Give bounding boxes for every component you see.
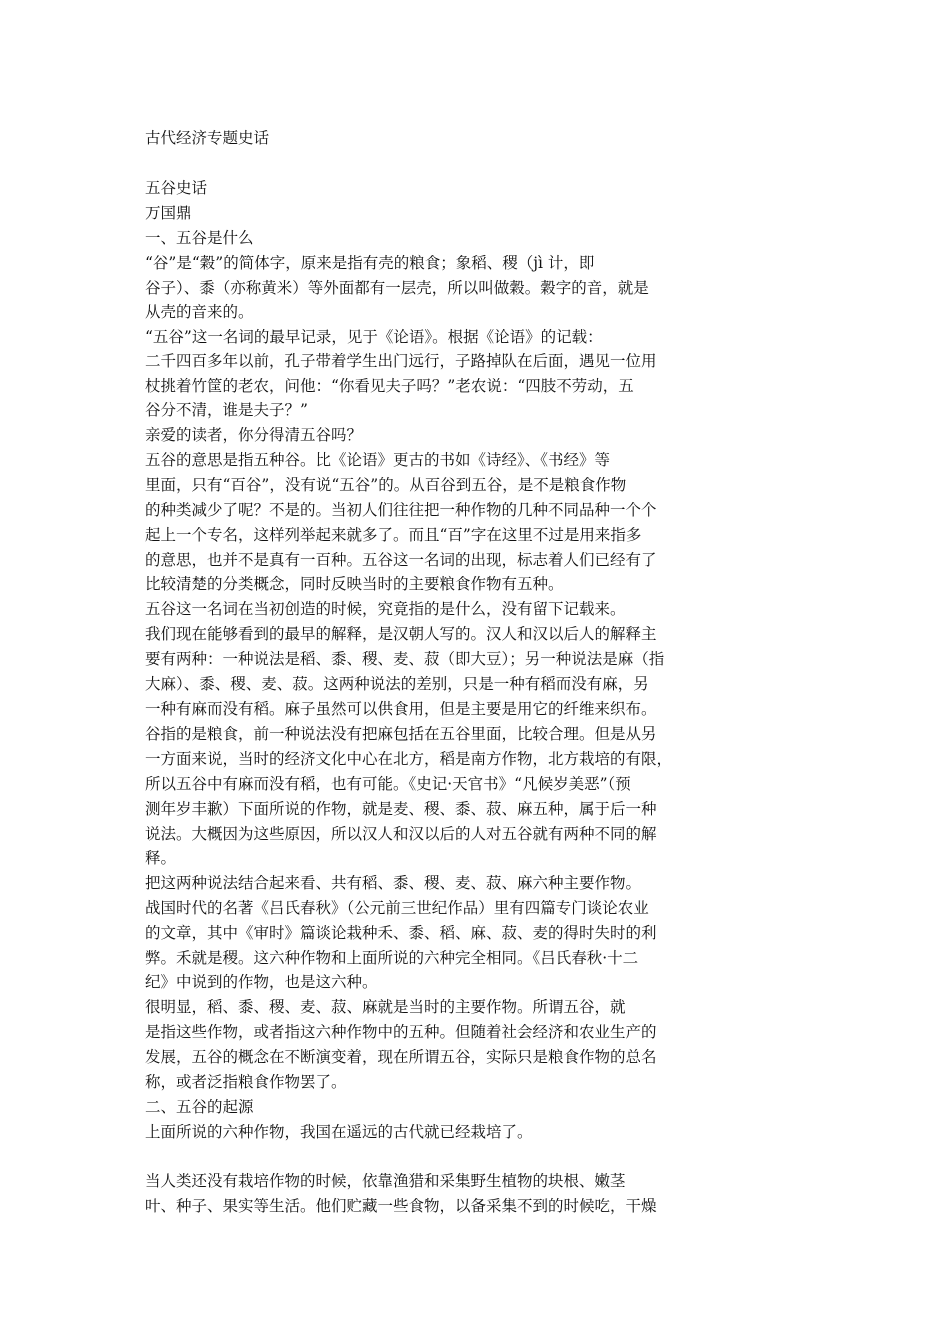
- text-line: 上面所说的六种作物，我国在遥远的古代就已经栽培了。: [145, 1123, 533, 1141]
- text-line: 里面，只有“百谷”，没有说“五谷”的。从百谷到五谷，是不是粮食作物: [145, 476, 627, 494]
- section-heading: 一、五谷是什么: [145, 229, 254, 247]
- section-heading: 二、五谷的起源: [145, 1098, 254, 1116]
- text-line: 亲爱的读者，你分得清五谷吗？: [145, 426, 363, 444]
- text-line: 的种类减少了呢？不是的。当初人们往往把一种作物的几种不同品种一个个: [145, 501, 657, 519]
- text-line: 比较清楚的分类概念，同时反映当时的主要粮食作物有五种。: [145, 575, 564, 593]
- text-line: 弊。禾就是稷。这六种作物和上面所说的六种完全相同。《吕氏春秋·十二: [145, 949, 639, 967]
- text-line: 从壳的音来的。: [145, 303, 254, 321]
- text-line: 说法。大概因为这些原因，所以汉人和汉以后的人对五谷就有两种不同的解: [145, 825, 657, 843]
- text-line: 谷分不清，谁是夫子？”: [145, 401, 308, 419]
- text-line: 发展，五谷的概念在不断演变着，现在所谓五谷，实际只是粮食作物的总名: [145, 1048, 657, 1066]
- text-line: 纪》中说到的作物，也是这六种。: [145, 973, 378, 991]
- text-line: 一方面来说，当时的经济文化中心在北方，稻是南方作物，北方栽培的有限，: [145, 750, 673, 768]
- article-author: 万国鼎: [145, 204, 192, 222]
- text-line: “五谷”这一名词的最早记录，见于《论语》。根据《论语》的记载：: [145, 328, 603, 346]
- article-title: 五谷史话: [145, 179, 208, 197]
- text-line: 很明显，稻、黍、稷、麦、菽、麻就是当时的主要作物。所谓五谷，就: [145, 998, 626, 1016]
- text-line: 一种有麻而没有稻。麻子虽然可以供食用，但是主要是用它的纤维来织布。: [145, 700, 657, 718]
- text-line: 测年岁丰歉）下面所说的作物，就是麦、稷、黍、菽、麻五种，属于后一种: [145, 800, 657, 818]
- text-line: 五谷这一名词在当初创造的时候，究竟指的是什么，没有留下记载来。: [145, 600, 626, 618]
- text-line: 二千四百多年以前，孔子带着学生出门远行，子路掉队在后面，遇见一位用: [145, 352, 657, 370]
- text-line: 的意思，也并不是真有一百种。五谷这一名词的出现，标志着人们已经有了: [145, 551, 657, 569]
- text-line: 杖挑着竹筐的老农，问他：“你看见夫子吗？”老农说：“四肢不劳动，五: [145, 377, 634, 395]
- document-page: [145, 0, 745, 1344]
- text-line: 是指这些作物，或者指这六种作物中的五种。但随着社会经济和农业生产的: [145, 1023, 657, 1041]
- text-line: 释。: [145, 849, 177, 867]
- text-line: 战国时代的名著《吕氏春秋》（公元前三世纪作品）里有四篇专门谈论农业: [145, 899, 649, 917]
- text-line: 大麻）、黍、稷、麦、菽。这两种说法的差别，只是一种有稻而没有麻，另: [145, 675, 649, 693]
- text-line: 称，或者泛指粮食作物罢了。: [145, 1073, 347, 1091]
- text-line: 起上一个专名，这样列举起来就多了。而且“百”字在这里不过是用来指多: [145, 526, 642, 544]
- text-line: 当人类还没有栽培作物的时候，依靠渔猎和采集野生植物的块根、嫩茎: [145, 1172, 626, 1190]
- text-line: 的文章，其中《审时》篇谈论栽种禾、黍、稻、麻、菽、麦的得时失时的利: [145, 924, 657, 942]
- text-line: 要有两种：一种说法是稻、黍、稷、麦、菽（即大豆）；另一种说法是麻（指: [145, 650, 665, 668]
- text-line: 谷指的是粮食，前一种说法没有把麻包括在五谷里面，比较合理。但是从另: [145, 725, 657, 743]
- document-title: 古代经济专题史话: [145, 129, 270, 147]
- text-line: 叶、种子、果实等生活。他们贮藏一些食物，以备采集不到的时候吃，干燥: [145, 1197, 657, 1215]
- text-line: 把这两种说法结合起来看、共有稻、黍、稷、麦、菽、麻六种主要作物。: [145, 874, 642, 892]
- text-line: 我们现在能够看到的最早的解释，是汉朝人写的。汉人和汉以后人的解释主: [145, 625, 657, 643]
- text-line: 所以五谷中有麻而没有稻，也有可能。《史记·天官书》“凡候岁美恶”（预: [145, 775, 631, 793]
- text-line: “谷”是“穀”的简体字，原来是指有壳的粮食；象稻、稷（jì 计，即: [145, 254, 595, 272]
- text-line: 谷子）、黍（亦称黄米）等外面都有一层壳，所以叫做穀。穀字的音，就是: [145, 279, 649, 297]
- text-line: 五谷的意思是指五种谷。比《论语》更古的书如《诗经》、《书经》等: [145, 451, 611, 469]
